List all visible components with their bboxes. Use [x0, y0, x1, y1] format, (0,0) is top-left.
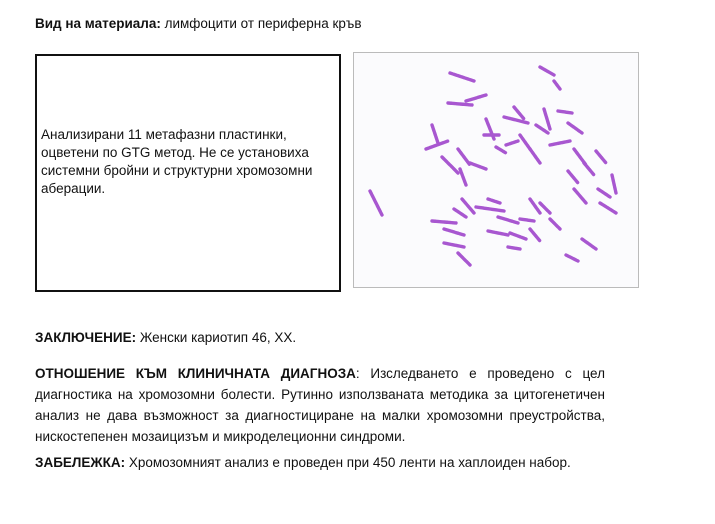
chromosome-spread — [354, 53, 638, 287]
metaphase-image — [353, 52, 639, 288]
chromosome — [454, 209, 466, 217]
relation-value: : Изследването е проведено с цел диагностика на хромозомни болести. Рутинно използваната методика за цитогенетичен анализ не дава възможност за диагностициране на малки хромозомни преустройства, нискостепенен мозаицизъм и микроделеционни синдроми. — [35, 366, 605, 444]
analysis-box — [35, 54, 341, 292]
chromosome — [584, 163, 594, 175]
chromosome — [444, 229, 464, 235]
chromosome — [450, 73, 474, 81]
chromosome — [510, 233, 526, 239]
conclusion-label: ЗАКЛЮЧЕНИЕ: — [35, 330, 137, 345]
chromosome — [432, 221, 456, 223]
material-line — [35, 16, 362, 31]
material-label: Вид на материала: — [35, 16, 161, 31]
chromosome — [530, 199, 540, 213]
chromosome — [488, 231, 508, 235]
chromosome — [470, 163, 486, 169]
chromosome — [458, 149, 470, 165]
chromosome — [462, 199, 474, 213]
chromosome — [600, 203, 616, 213]
note-line — [35, 455, 571, 470]
chromosome — [444, 243, 464, 247]
chromosome — [540, 203, 550, 213]
chromosome — [530, 229, 540, 241]
chromosome — [544, 109, 550, 129]
chromosome — [582, 239, 596, 249]
chromosome — [520, 135, 530, 149]
chromosome — [476, 207, 504, 211]
chromosome — [568, 123, 582, 133]
analysis-text: Анализирани 11 метафазни пластинки, оцветени по GTG метод. Не се установиха системни бройни и структурни хромозомни аберации. — [41, 127, 313, 196]
chromosome — [574, 189, 586, 203]
chromosome — [530, 149, 540, 163]
conclusion-line — [35, 330, 296, 345]
note-value: Хромозомният анализ е проведен при 450 ленти на хаплоиден набор. — [125, 455, 571, 470]
chromosome — [598, 189, 610, 197]
chromosome — [458, 253, 470, 265]
chromosome — [496, 147, 506, 153]
chromosome — [612, 175, 616, 193]
chromosome — [550, 141, 570, 145]
material-value: лимфоцити от периферна кръв — [160, 16, 362, 31]
chromosome — [596, 151, 606, 163]
chromosome — [550, 219, 560, 229]
chromosome — [508, 247, 520, 249]
chromosome — [460, 169, 466, 185]
chromosome — [488, 199, 500, 203]
chromosome — [558, 111, 572, 113]
chromosome — [466, 95, 486, 101]
conclusion-value: Женски кариотип 46, XX. — [136, 330, 297, 345]
note-label: ЗАБЕЛЕЖКА: — [35, 455, 126, 470]
chromosome — [432, 125, 438, 143]
chromosome — [520, 219, 534, 221]
chromosome — [448, 103, 472, 105]
chromosome — [536, 125, 548, 133]
relation-label: ОТНОШЕНИЕ КЪМ КЛИНИЧНАТА ДИАГНОЗА — [35, 366, 356, 381]
chromosome — [370, 191, 382, 215]
chromosome — [568, 171, 578, 183]
chromosome — [498, 217, 518, 223]
chromosome — [442, 157, 458, 173]
clinical-relation-paragraph — [35, 363, 605, 447]
chromosome — [554, 81, 560, 89]
chromosome — [514, 107, 524, 119]
chromosome — [506, 141, 518, 145]
chromosome — [566, 255, 578, 261]
chromosome — [540, 67, 554, 75]
